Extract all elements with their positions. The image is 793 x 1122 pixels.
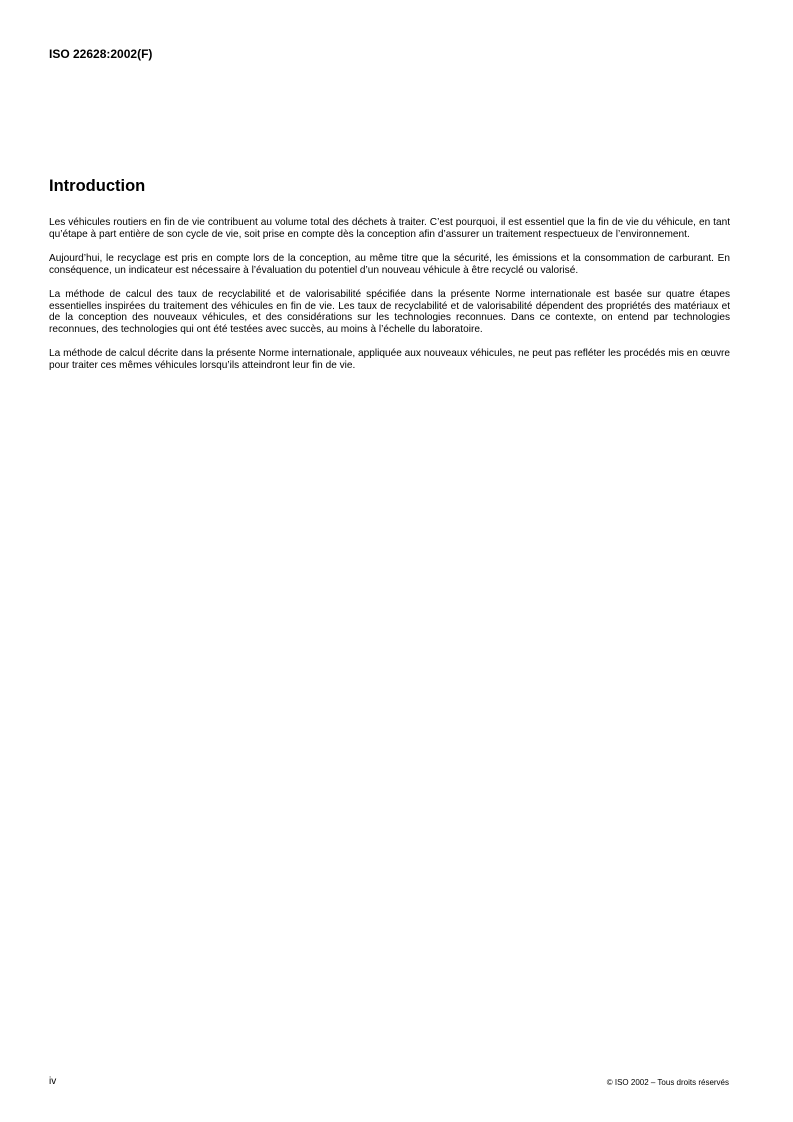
- copyright-notice: © ISO 2002 – Tous droits réservés: [606, 1078, 729, 1087]
- page-number: iv: [49, 1076, 57, 1087]
- section-title: Introduction: [49, 177, 146, 195]
- paragraph: Les véhicules routiers en fin de vie contribuent au volume total des déchets à traiter. C’est pourquoi, il est essentiel que la fin de vie du véhicule, en tant qu’étape à part entière de son cycle de vie, soit prise en compte dès la conception afin d’assurer un traitement respectueux de l’environnement.: [49, 217, 730, 240]
- body-text: [49, 217, 730, 384]
- paragraph: La méthode de calcul décrite dans la présente Norme internationale, appliquée aux nouveaux véhicules, ne peut pas refléter les procédés mis en œuvre pour traiter ces mêmes véhicules lorsqu’ils atteindront leur fin de vie.: [49, 348, 730, 371]
- paragraph: Aujourd’hui, le recyclage est pris en compte lors de la conception, au même titre que la sécurité, les émissions et la consommation de carburant. En conséquence, un indicateur est nécessaire à l’évaluation du potentiel d’un nouveau véhicule à être recyclé ou valorisé.: [49, 253, 730, 276]
- document-reference: ISO 22628:2002(F): [49, 47, 153, 61]
- paragraph: La méthode de calcul des taux de recyclabilité et de valorisabilité spécifiée dans la présente Norme internationale est basée sur quatre étapes essentielles inspirées du traitement des véhicules en fin de vie. Les taux de recyclabilité et de valorisabilité dépendent des propriétés des matériaux et de la conception des nouveaux véhicules, et des considérations sur les technologies reconnues. Dans ce contexte, on entend par technologies reconnues, des technologies qui ont été testées avec succès, au moins à l’échelle du laboratoire.: [49, 289, 730, 335]
